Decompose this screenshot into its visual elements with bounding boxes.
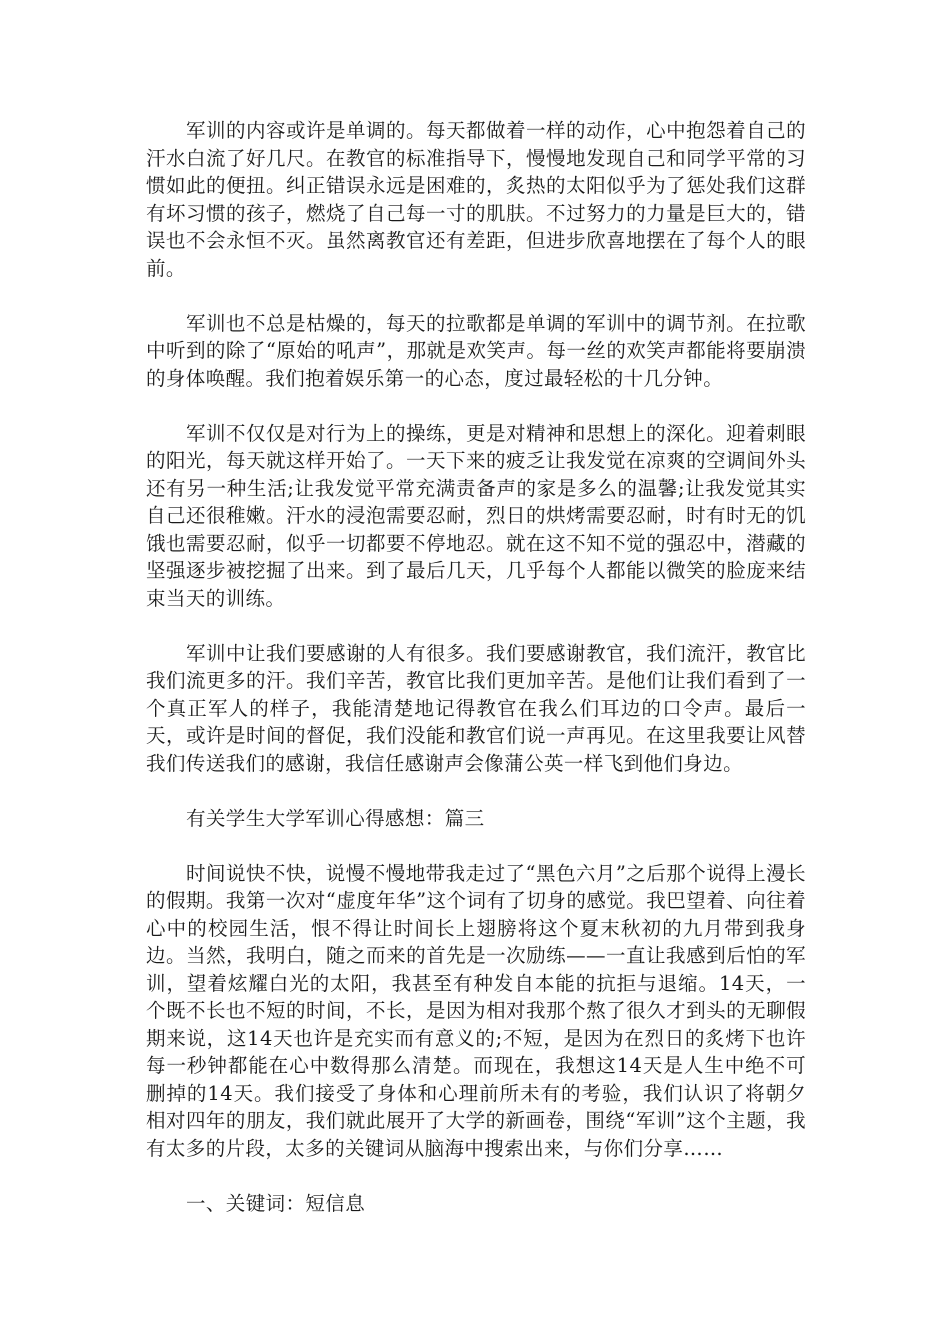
paragraph-3: 军训不仅仅是对行为上的操练，更是对精神和思想上的深化。迎着刺眼的阳光，每天就这样开始了。一天下来的疲乏让我发觉在凉爽的空调间外头还有另一种生活;让我发觉平常充满责备声的家是多么的温馨;让我发觉其实自己还很稚嫩。汗水的浸泡需要忍耐，烈日的烘烤需要忍耐，时有时无的饥饿也需要忍耐，似乎一切都要不停地忍。就在这不知不觉的强忍中，潜藏的坚强逐步被挖掘了出来。到了最后几天，几乎每个人都能以微笑的脸庞来结束当天的训练。 [146, 421, 806, 610]
paragraph-1: 军训的内容或许是单调的。每天都做着一样的动作，心中抱怨着自己的汗水白流了好几尺。在教官的标准指导下，慢慢地发现自己和同学平常的习惯如此的便扭。纠正错误永远是困难的，炙热的太阳似乎为了惩处我们这群有坏习惯的孩子，燃烧了自己每一寸的肌肤。不过努力的力量是巨大的，错误也不会永恒不灭。虽然离教官还有差距，但进步欣喜地摆在了每个人的眼前。 [146, 119, 806, 280]
document-body [146, 117, 806, 1245]
section-title: 有关学生大学军训心得感想：篇三 [186, 806, 485, 830]
subheading: 一、关键词：短信息 [186, 1191, 366, 1215]
paragraph-2: 军训也不总是枯燥的，每天的拉歌都是单调的军训中的调节剂。在拉歌中听到的除了“原始的吼声”，那就是欢笑声。每一丝的欢笑声都能将要崩溃的身体唤醒。我们抱着娱乐第一的心态，度过最轻松的十几分钟。 [146, 311, 806, 390]
section-paragraph: 时间说快不快，说慢不慢地带我走过了“黑色六月”之后那个说得上漫长的假期。我第一次对“虚度年华”这个词有了切身的感觉。我巴望着、向往着心中的校园生活，恨不得让时间长上翅膀将这个夏末秋初的九月带到我身边。当然，我明白，随之而来的首先是一次励练——一直让我感到后怕的军训，望着炫耀白光的太阳，我甚至有种发自本能的抗拒与退缩。14天，一个既不长也不短的时间，不长，是因为相对我那个熬了很久才到头的无聊假期来说，这14天也许是充实而有意义的;不短，是因为在烈日的炙烤下也许每一秒钟都能在心中数得那么清楚。而现在，我想这14天是人生中绝不可删掉的14天。我们接受了身体和心理前所未有的考验，我们认识了将朝夕相对四年的朋友，我们就此展开了大学的新画卷，围绕“军训”这个主题，我有太多的片段，太多的关键词从脑海中搜索出来，与你们分享…… [146, 861, 806, 1160]
paragraph-4: 军训中让我们要感谢的人有很多。我们要感谢教官，我们流汗，教官比我们流更多的汗。我们辛苦，教官比我们更加辛苦。是他们让我们看到了一个真正军人的样子，我能清楚地记得教官在我么们耳边的口令声。最后一天，或许是时间的督促，我们没能和教官们说一声再见。在这里我要让风替我们传送我们的感谢，我信任感谢声会像蒲公英一样飞到他们身边。 [146, 641, 806, 775]
